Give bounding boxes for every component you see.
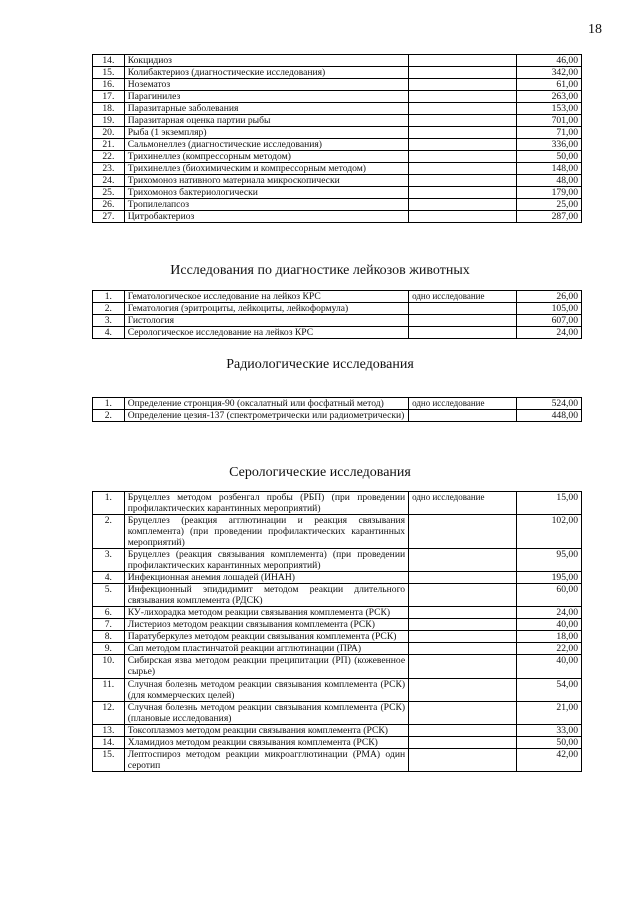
service-name: Случная болезнь методом реакции связывания комплемента (РСК) (для коммерческих целей) xyxy=(124,678,408,701)
row-number: 22. xyxy=(93,151,125,163)
table-row xyxy=(93,91,582,103)
price-value: 102,00 xyxy=(516,515,582,549)
service-name: Нозематоз xyxy=(124,79,408,91)
service-name: Паразитарные заболевания xyxy=(124,103,408,115)
row-number: 1. xyxy=(93,398,125,410)
price-value: 342,00 xyxy=(516,67,582,79)
unit-of-measure xyxy=(409,315,516,327)
section-title-serology: Серологические исследования xyxy=(229,465,411,480)
table-row xyxy=(93,303,582,315)
unit-of-measure xyxy=(409,211,516,223)
price-table-serology xyxy=(92,491,582,772)
service-name: Паратуберкулез методом реакции связывания комплемента (РСК) xyxy=(124,631,408,643)
service-name: Серологическое исследование на лейкоз КРС xyxy=(124,327,408,339)
price-value: 195,00 xyxy=(516,572,582,584)
unit-of-measure xyxy=(409,607,516,619)
table-row xyxy=(93,139,582,151)
service-name: Паразитарная оценка партии рыбы xyxy=(124,115,408,127)
row-number: 15. xyxy=(93,748,125,771)
unit-of-measure xyxy=(409,199,516,211)
row-number: 27. xyxy=(93,211,125,223)
section-title-leukosis: Исследования по диагностике лейкозов животных xyxy=(170,263,470,278)
table-row xyxy=(93,549,582,572)
row-number: 2. xyxy=(93,410,125,422)
price-value: 42,00 xyxy=(516,748,582,771)
unit-of-measure xyxy=(409,724,516,736)
unit-of-measure xyxy=(409,55,516,67)
price-value: 33,00 xyxy=(516,724,582,736)
table-row xyxy=(93,187,582,199)
table-row xyxy=(93,748,582,771)
unit-of-measure xyxy=(409,410,516,422)
service-name: Хламидиоз методом реакции связывания комплемента (РСК) xyxy=(124,736,408,748)
price-value: 448,00 xyxy=(516,410,582,422)
table-row xyxy=(93,79,582,91)
price-value: 48,00 xyxy=(516,175,582,187)
price-value: 46,00 xyxy=(516,55,582,67)
unit-of-measure xyxy=(409,572,516,584)
row-number: 15. xyxy=(93,67,125,79)
page-number: 18 xyxy=(588,22,602,37)
row-number: 17. xyxy=(93,91,125,103)
row-number: 24. xyxy=(93,175,125,187)
service-name: Кокцидиоз xyxy=(124,55,408,67)
table-row xyxy=(93,410,582,422)
service-name: Гематологическое исследование на лейкоз КРС xyxy=(124,291,408,303)
service-name: Лептоспироз методом реакции микроагглютинации (РМА) один серотип xyxy=(124,748,408,771)
row-number: 8. xyxy=(93,631,125,643)
service-name: Бруцеллез методом розбенгал пробы (РБП) (при проведении профилактических карантинных мероприятий) xyxy=(124,492,408,515)
service-name: Рыба (1 экземпляр) xyxy=(124,127,408,139)
unit-of-measure xyxy=(409,151,516,163)
table-row xyxy=(93,127,582,139)
row-number: 13. xyxy=(93,724,125,736)
row-number: 1. xyxy=(93,291,125,303)
table-row xyxy=(93,619,582,631)
unit-of-measure: одно исследование xyxy=(409,291,516,303)
row-number: 5. xyxy=(93,584,125,607)
table-row xyxy=(93,607,582,619)
row-number: 4. xyxy=(93,572,125,584)
service-name: Тропилелапсоз xyxy=(124,199,408,211)
service-name: Трихинеллез (компрессорным методом) xyxy=(124,151,408,163)
unit-of-measure xyxy=(409,619,516,631)
service-name: Определение стронция-90 (оксалатный или фосфатный метод) xyxy=(124,398,408,410)
row-number: 2. xyxy=(93,515,125,549)
price-value: 25,00 xyxy=(516,199,582,211)
table-row xyxy=(93,572,582,584)
table-row xyxy=(93,103,582,115)
row-number: 20. xyxy=(93,127,125,139)
table-row xyxy=(93,115,582,127)
price-value: 105,00 xyxy=(516,303,582,315)
table-row xyxy=(93,584,582,607)
row-number: 19. xyxy=(93,115,125,127)
unit-of-measure xyxy=(409,584,516,607)
table-row xyxy=(93,701,582,724)
price-value: 50,00 xyxy=(516,151,582,163)
price-value: 148,00 xyxy=(516,163,582,175)
price-value: 40,00 xyxy=(516,619,582,631)
table-row xyxy=(93,175,582,187)
price-value: 24,00 xyxy=(516,607,582,619)
table-row xyxy=(93,291,582,303)
unit-of-measure xyxy=(409,515,516,549)
unit-of-measure xyxy=(409,163,516,175)
price-value: 95,00 xyxy=(516,549,582,572)
price-value: 524,00 xyxy=(516,398,582,410)
service-name: Определение цезия-137 (спектрометрически или радиометрически) xyxy=(124,410,408,422)
table-row xyxy=(93,55,582,67)
table-row xyxy=(93,67,582,79)
table-row xyxy=(93,643,582,655)
price-value: 60,00 xyxy=(516,584,582,607)
service-name: Трихомоноз бактериологически xyxy=(124,187,408,199)
table-row xyxy=(93,151,582,163)
service-name: Трихомоноз нативного материала микроскопически xyxy=(124,175,408,187)
row-number: 6. xyxy=(93,607,125,619)
service-name: Инфекционный эпидидимит методом реакции длительного связывания комплемента (РДСК) xyxy=(124,584,408,607)
row-number: 14. xyxy=(93,736,125,748)
table-row xyxy=(93,631,582,643)
row-number: 14. xyxy=(93,55,125,67)
service-name: Сибирская язва методом реакции преципитации (РП) (кожевенное сырье) xyxy=(124,655,408,678)
table-row xyxy=(93,199,582,211)
price-value: 22,00 xyxy=(516,643,582,655)
service-name: Случная болезнь методом реакции связывания комплемента (РСК) (плановые исследования) xyxy=(124,701,408,724)
service-name: Гематология (эритроциты, лейкоциты, лейкоформула) xyxy=(124,303,408,315)
price-table-parasitology xyxy=(92,54,582,223)
unit-of-measure xyxy=(409,139,516,151)
unit-of-measure xyxy=(409,736,516,748)
row-number: 4. xyxy=(93,327,125,339)
row-number: 9. xyxy=(93,643,125,655)
table-row xyxy=(93,211,582,223)
price-value: 15,00 xyxy=(516,492,582,515)
unit-of-measure xyxy=(409,678,516,701)
row-number: 21. xyxy=(93,139,125,151)
row-number: 1. xyxy=(93,492,125,515)
row-number: 3. xyxy=(93,315,125,327)
service-name: Цитробактериоз xyxy=(124,211,408,223)
unit-of-measure: одно исследование xyxy=(409,492,516,515)
row-number: 25. xyxy=(93,187,125,199)
service-name: Токсоплазмоз методом реакции связывания комплемента (РСК) xyxy=(124,724,408,736)
price-value: 40,00 xyxy=(516,655,582,678)
price-value: 701,00 xyxy=(516,115,582,127)
row-number: 7. xyxy=(93,619,125,631)
price-value: 153,00 xyxy=(516,103,582,115)
price-value: 71,00 xyxy=(516,127,582,139)
table-row xyxy=(93,163,582,175)
price-value: 179,00 xyxy=(516,187,582,199)
unit-of-measure xyxy=(409,327,516,339)
row-number: 16. xyxy=(93,79,125,91)
section-title-radiology: Радиологические исследования xyxy=(226,357,414,372)
table-row xyxy=(93,398,582,410)
price-value: 54,00 xyxy=(516,678,582,701)
row-number: 3. xyxy=(93,549,125,572)
table-row xyxy=(93,736,582,748)
unit-of-measure: одно исследование xyxy=(409,398,516,410)
table-row xyxy=(93,315,582,327)
table-row xyxy=(93,655,582,678)
price-value: 61,00 xyxy=(516,79,582,91)
table-row xyxy=(93,724,582,736)
unit-of-measure xyxy=(409,748,516,771)
service-name: КУ-лихорадка методом реакции связывания комплемента (РСК) xyxy=(124,607,408,619)
row-number: 10. xyxy=(93,655,125,678)
unit-of-measure xyxy=(409,79,516,91)
unit-of-measure xyxy=(409,103,516,115)
price-value: 24,00 xyxy=(516,327,582,339)
price-value: 287,00 xyxy=(516,211,582,223)
unit-of-measure xyxy=(409,127,516,139)
table-row xyxy=(93,327,582,339)
price-value: 607,00 xyxy=(516,315,582,327)
price-table-radiology xyxy=(92,397,582,422)
service-name: Листериоз методом реакции связывания комплемента (РСК) xyxy=(124,619,408,631)
service-name: Трихинеллез (биохимическим и компрессорным методом) xyxy=(124,163,408,175)
unit-of-measure xyxy=(409,175,516,187)
service-name: Парагинилез xyxy=(124,91,408,103)
row-number: 11. xyxy=(93,678,125,701)
unit-of-measure xyxy=(409,303,516,315)
price-value: 50,00 xyxy=(516,736,582,748)
row-number: 18. xyxy=(93,103,125,115)
table-row xyxy=(93,515,582,549)
unit-of-measure xyxy=(409,655,516,678)
service-name: Сальмонеллез (диагностические исследования) xyxy=(124,139,408,151)
unit-of-measure xyxy=(409,67,516,79)
price-value: 26,00 xyxy=(516,291,582,303)
service-name: Инфекционная анемия лошадей (ИНАН) xyxy=(124,572,408,584)
unit-of-measure xyxy=(409,115,516,127)
row-number: 2. xyxy=(93,303,125,315)
unit-of-measure xyxy=(409,187,516,199)
service-name: Колибактериоз (диагностические исследования) xyxy=(124,67,408,79)
unit-of-measure xyxy=(409,549,516,572)
price-value: 18,00 xyxy=(516,631,582,643)
unit-of-measure xyxy=(409,91,516,103)
service-name: Бруцеллез (реакция агглютинации и реакция связывания комплемента) (при проведении профилактических карантинных мероприятий) xyxy=(124,515,408,549)
row-number: 26. xyxy=(93,199,125,211)
unit-of-measure xyxy=(409,701,516,724)
row-number: 23. xyxy=(93,163,125,175)
price-value: 263,00 xyxy=(516,91,582,103)
service-name: Сап методом пластинчатой реакции агглютинации (ПРА) xyxy=(124,643,408,655)
service-name: Бруцеллез (реакция связывания комплемента) (при проведении профилактических карантинных мероприятий) xyxy=(124,549,408,572)
table-row xyxy=(93,492,582,515)
price-value: 21,00 xyxy=(516,701,582,724)
unit-of-measure xyxy=(409,643,516,655)
row-number: 12. xyxy=(93,701,125,724)
unit-of-measure xyxy=(409,631,516,643)
table-row xyxy=(93,678,582,701)
price-table-leukosis xyxy=(92,290,582,339)
price-value: 336,00 xyxy=(516,139,582,151)
service-name: Гистология xyxy=(124,315,408,327)
